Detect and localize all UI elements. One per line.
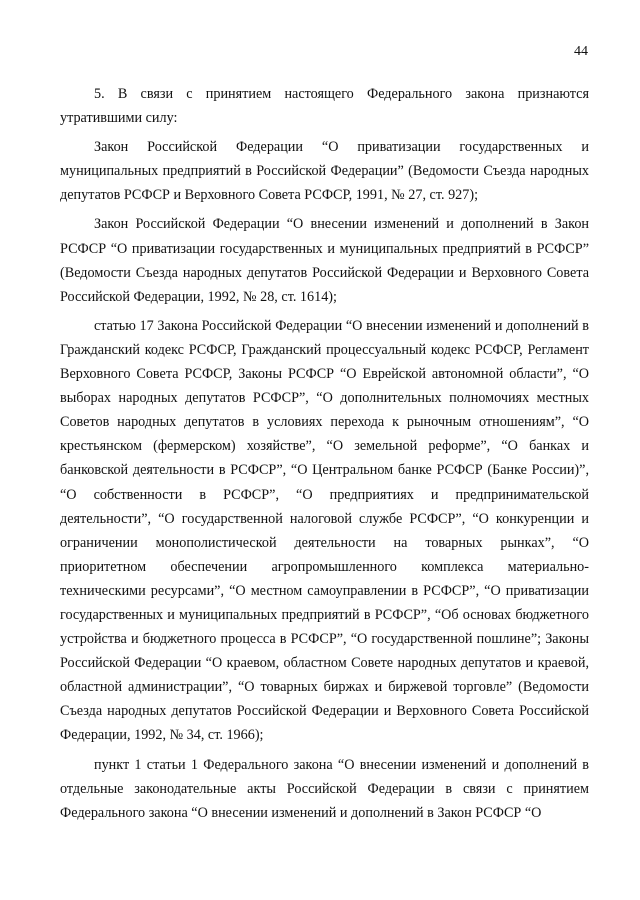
paragraph-privatization-law: Закон Российской Федерации “О приватизации государственных и муниципальных предприятий в Российской Федерации” (Ведомости Съезда народных депутатов РСФСР и Верховного Совета РСФСР, 1991, № 27, ст. 927);: [60, 139, 589, 204]
document-body: [60, 82, 589, 830]
page-number: 44: [574, 44, 588, 59]
paragraph-amendment-law: Закон Российской Федерации “О внесении изменений и дополнений в Закон РСФСР “О приватизации государственных и муниципальных предприятий в РСФСР” (Ведомости Съезда народных депутатов Российской Федерации и Верховного Совета Российской Федерации, 1992, № 28, ст. 1614);: [60, 216, 589, 305]
paragraph-article-17: статью 17 Закона Российской Федерации “О внесении изменений и дополнений в Гражданский кодекс РСФСР, Гражданский процессуальный кодекс РСФСР, Регламент Верховного Совета РСФСР, Законы РСФСР “О Еврейской автономной области”, “О выборах народных депутатов РСФСР”, “О дополнительных полномочиях местных Советов народных депутатов в условиях перехода к рыночным отношениям”, “О крестьянском (фермерском) хозяйстве”, “О земельной реформе”, “О банках и банковской деятельности в РСФСР”, “О Центральном банке РСФСР (Банке России)”, “О собственности в РСФСР”, “О предприятиях и предпринимательской деятельности”, “О государственной налоговой службе РСФСР”, “О конкуренции и ограничении монополистической деятельности на товарных рынках”, “О приоритетном обеспечении агропромышленного комплекса материально-техническими ресурсами”, “О местном самоуправлении в РСФСР”, “О приватизации государственных и муниципальных предприятий в РСФСР”, “Об основах бюджетного устройства и бюджетного процесса в РСФСР”, “О государственной пошлине”; Законы Российской Федерации “О краевом, областном Совете народных депутатов и краевой, областной администрации”, “О товарных биржах и биржевой торговле” (Ведомости Съезда народных депутатов Российской Федерации и Верховного Совета Российской Федерации, 1992, № 34, ст. 1966);: [60, 317, 589, 744]
paragraph-repeal-intro: 5. В связи с принятием настоящего Федерального закона признаются утратившими силу:: [60, 86, 589, 127]
paragraph-clause-1: пункт 1 статьи 1 Федерального закона “О внесении изменений и дополнений в отдельные законодательные акты Российской Федерации в связи с принятием Федерального закона “О внесении изменений и дополнений в Закон РСФСР “О: [60, 756, 589, 821]
